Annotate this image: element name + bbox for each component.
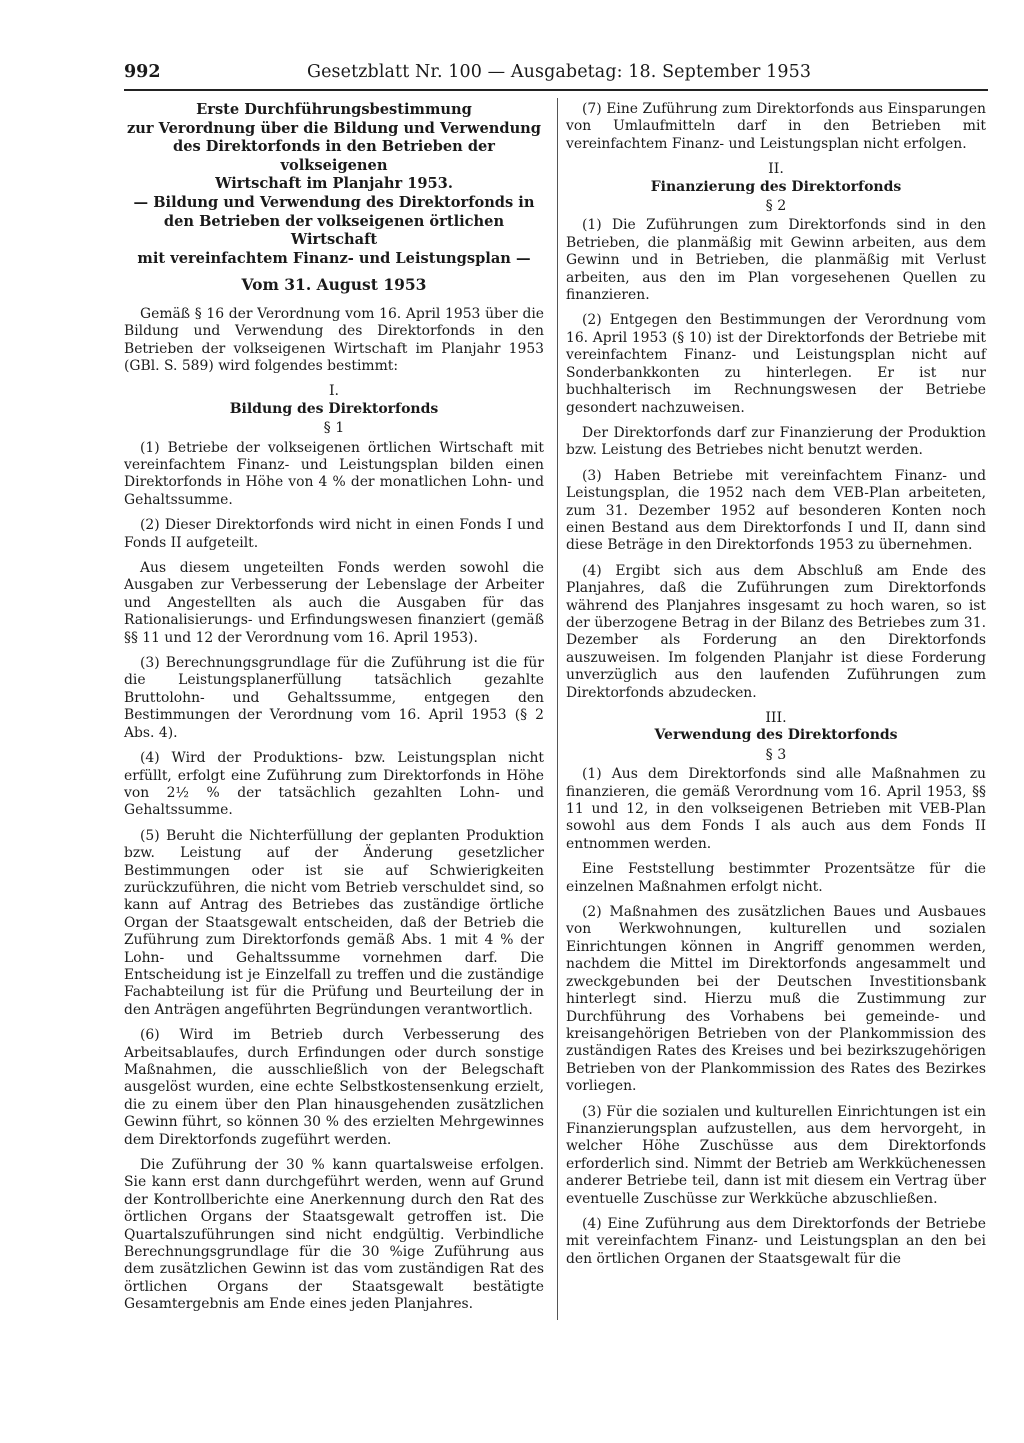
body-paragraph: Eine Feststellung bestimmter Prozentsätze für die einzelnen Maßnahmen erfolgt nicht.: [566, 861, 986, 895]
body-paragraph: (3) Haben Betriebe mit vereinfachtem Finanz- und Leistungsplan, die 1952 nach dem VEB-Plan arbeiteten, zum 31. Dezember 1952 auf besonderen Konten noch einen Bestand aus dem Direktorfonds I und II, dann sind diese Beträge in den Direktorfonds 1953 zu übernehmen.: [566, 467, 986, 554]
paragraph-number: § 2: [765, 198, 787, 215]
section-title: Verwendung des Direktorfonds: [654, 727, 898, 744]
header-rule: [124, 89, 988, 91]
page-header: [124, 58, 986, 86]
body-paragraph: (4) Wird der Produktions- bzw. Leistungsplan nicht erfüllt, erfolgt eine Zuführung zum Direktorfonds in Höhe von 2½ % der tatsächlich gezahlten Lohn- und Gehaltssumme.: [124, 750, 544, 819]
body-paragraph: (7) Eine Zuführung zum Direktorfonds aus Einsparungen von Umlaufmitteln darf in den Betrieben mit vereinfachtem Finanz- und Leistungsplan nicht erfolgen.: [566, 101, 986, 152]
title-line: — Bildung und Verwendung des Direktorfonds in: [133, 193, 535, 211]
body-paragraph: (4) Ergibt sich aus dem Abschluß am Ende des Planjahres, daß die Zuführungen zum Direktorfonds während des Planjahres insgesamt zu hoch waren, so ist der überzogene Betrag in der Bilanz des Betriebes zum 31. Dezember als Forderung an den Direktorfonds auszuweisen. Im folgenden Planjahr ist diese Forderung unverzüglich aus den laufenden Zuführungen zum Direktorfonds abzudecken.: [566, 562, 986, 701]
body-paragraph: (5) Beruht die Nichterfüllung der geplanten Produktion bzw. Leistung auf der Änderung gesetzlicher Bestimmungen oder ist sie auf Schwierigkeiten zurückzuführen, die nicht vom Betrieb verschuldet sind, so kann auf Antrag des Betriebes das zuständige örtliche Organ der Staatsgewalt entscheiden, daß der Betrieb die Zuführung zum Direktorfonds gemäß Abs. 1 mit 4 % der Lohn- und Gehaltssumme vornehmen darf. Die Entscheidung ist je Einzelfall zu treffen und die zuständige Fachabteilung ist für die Prüfung und Beurteilung der in den Anträgen angeführten Begründungen verantwortlich.: [124, 827, 544, 1018]
title-line: Erste Durchführungsbestimmung: [196, 101, 472, 118]
body-paragraph: Der Direktorfonds darf zur Finanzierung der Produktion bzw. Leistung des Betriebes nicht benutzt werden.: [566, 424, 986, 459]
paragraph-number: § 1: [323, 420, 345, 437]
body-paragraph: (2) Dieser Direktorfonds wird nicht in einen Fonds I und Fonds II aufgeteilt.: [124, 517, 544, 551]
preamble: Gemäß § 16 der Verordnung vom 16. April 1953 über die Bildung und Verwendung des Direktorfonds in den Betrieben der volkseigenen Wirtschaft im Planjahr 1953 (GBl. S. 589) wird folgendes bestimmt:: [124, 305, 544, 374]
body-paragraph: (4) Eine Zuführung aus dem Direktorfonds der Betriebe mit vereinfachtem Finanz- und Leistungsplan an den bei den örtlichen Organen der Staatsgewalt für die: [566, 1215, 986, 1267]
title-line: zur Verordnung über die Bildung und Verwendung: [126, 119, 542, 137]
paragraph-number: § 3: [765, 746, 787, 763]
right-column: [566, 101, 986, 1276]
section-number: III.: [765, 710, 787, 726]
page-number: 992: [124, 62, 161, 82]
body-paragraph: (1) Aus dem Direktorfonds sind alle Maßnahmen zu finanzieren, die gemäß Verordnung vom 16. April 1953, §§ 11 und 12, in den volkseigenen Betrieben mit VEB-Plan sowohl aus dem Fonds I als auch aus dem Fonds II entnommen werden.: [566, 766, 986, 852]
section-number: II.: [768, 161, 784, 178]
section-title: Bildung des Direktorfonds: [229, 400, 439, 417]
body-paragraph: (2) Entgegen den Bestimmungen der Verordnung vom 16. April 1953 (§ 10) ist der Direktorfonds der Betriebe mit vereinfachtem Finanz- und Leistungsplan nicht auf Sonderbankkonten zu hinterlegen. Er ist nur buchhalterisch im Rechnungswesen der Betriebe gesondert nachzuweisen.: [566, 312, 986, 416]
body-paragraph: Aus diesem ungeteilten Fonds werden sowohl die Ausgaben zur Verbesserung der Lebenslage der Arbeiter und Angestellten als auch die Ausgaben für das Rationalisierungs- und Erfindungswesen finanziert (gemäß §§ 11 und 12 der Verordnung vom 16. April 1953).: [124, 560, 544, 646]
title-line: mit vereinfachtem Finanz- und Leistungsplan —: [137, 249, 531, 267]
document-date: Vom 31. August 1953: [241, 275, 427, 295]
section-title: Finanzierung des Direktorfonds: [650, 178, 902, 195]
title-line: des Direktorfonds in den Betrieben der volkseigenen: [172, 138, 495, 174]
body-paragraph: (2) Maßnahmen des zusätzlichen Baues und Ausbaues von Werkwohnungen, kulturellen und sozialen Einrichtungen können in Angriff genommen werden, nachdem die Mittel im Direktorfonds angesammelt und zweckgebunden bei der Deutschen Investitionsbank hinterlegt sind. Hierzu muß die Zustimmung zur Durchführung des Vorhabens bei gemeinde- und kreisangehörigen Betrieben von der Plankommission des zuständigen Rates des Kreises und bei bezirkszugehörigen Betrieben von der Plankommission des Rates des Bezirkes vorliegen.: [566, 904, 986, 1095]
body-paragraph: (3) Für die sozialen und kulturellen Einrichtungen ist ein Finanzierungsplan aufzustellen, aus dem hervorgeht, in welcher Höhe Zuschüsse aus dem Direktorfonds erforderlich sind. Nimmt der Betrieb am Werkküchenessen anderer Betriebe teil, dann ist mit diesem ein Vertrag über eventuelle Zuschüsse zur Werkküche abzuschließen.: [566, 1103, 986, 1207]
title-line: Wirtschaft im Planjahr 1953.: [215, 175, 453, 193]
column-divider: [557, 98, 558, 1320]
body-paragraph: (1) Betriebe der volkseigenen örtlichen Wirtschaft mit vereinfachtem Finanz- und Leistungsplan bilden einen Direktorfonds in Höhe von 4 % der monatlichen Lohn- und Gehaltssumme.: [124, 439, 544, 508]
body-paragraph: (3) Berechnungsgrundlage für die Zuführung ist die für die Leistungsplanerfüllung tatsächlich gezahlte Bruttolohn- und Gehaltssumme, entgegen den Bestimmungen der Verordnung vom 16. April 1953 (§ 2 Abs. 4).: [124, 655, 544, 741]
body-paragraph: Die Zuführung der 30 % kann quartalsweise erfolgen. Sie kann erst dann durchgeführt werden, wenn auf Grund der Kontrollberichte eine Anerkennung durch den Rat des örtlichen Organs der Staatsgewalt getroffen ist. Die Quartalszuführungen sind nicht endgültig. Verbindliche Berechnungsgrundlage für die 30 %ige Zuführung aus dem zusätzlichen Gewinn ist das vom zuständigen Rat des örtlichen Organs der Staatsgewalt bestätigte Gesamtergebnis am Ende eines jeden Planjahres.: [124, 1157, 544, 1313]
title-line: den Betrieben der volkseigenen örtlichen Wirtschaft: [163, 212, 505, 249]
body-paragraph: (6) Wird im Betrieb durch Verbesserung des Arbeitsablaufes, durch Erfindungen oder durch sonstige Maßnahmen, die ausschließlich von der Belegschaft ausgelöst wurden, eine echte Selbstkostensenkung erzielt, die zu einem über den Plan hinausgehenden zusätzlichen Gewinn führt, so können 30 % des erzielten Mehrgewinnes dem Direktorfonds zugeführt werden.: [124, 1027, 544, 1148]
gazette-title: Gesetzblatt Nr. 100 — Ausgabetag: 18. September 1953: [307, 62, 812, 82]
left-column: [124, 101, 544, 1322]
section-number: I.: [328, 383, 340, 400]
body-paragraph: (1) Die Zuführungen zum Direktorfonds sind in den Betrieben, die planmäßig mit Gewinn arbeiten, aus dem Gewinn und in Betrieben, die planmäßig mit Verlust arbeiten, aus den im Plan vorgesehenen Quellen zu finanzieren.: [566, 217, 986, 304]
document-title: [124, 101, 544, 268]
